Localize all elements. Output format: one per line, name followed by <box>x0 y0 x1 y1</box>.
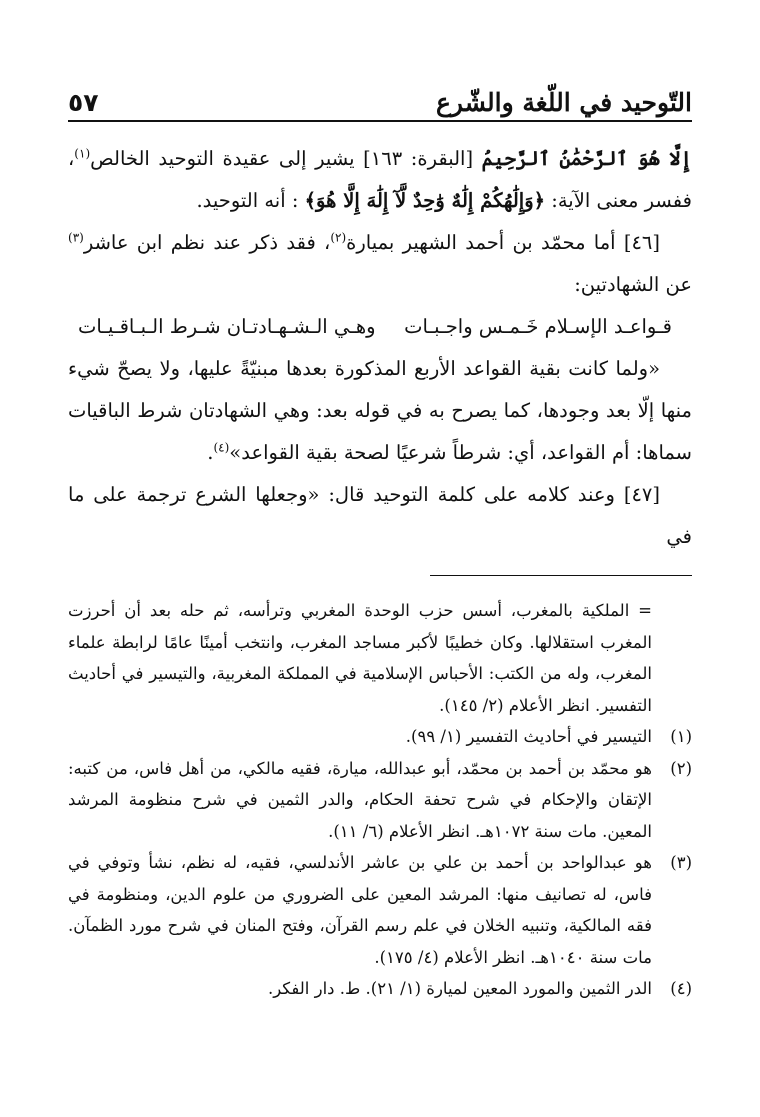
footnote-number: (٤) <box>670 979 692 998</box>
footnote-4 <box>68 973 692 1005</box>
paragraph-3-text: «ولما كانت بقية القواعد الأربع المذكورة بعدها مبنيّةً عليها، ولا يصحّ شيء منها إلّا بعد وجودها، كما يصرح به في قوله بعد: وهي الشهادتان شرط الباقيات سماها: أم القواعد، أي: شرطاً شرعيًا لصحة بقية القواعد» <box>68 357 692 464</box>
poem-verse <box>68 306 692 348</box>
paragraph-4 <box>68 474 692 558</box>
footnote-2 <box>68 753 692 848</box>
footnote-ref-4[interactable]: (٤) <box>213 440 230 455</box>
paragraph-1-end: : أنه التوحيد. <box>196 189 299 212</box>
page-number: ٥٧ <box>68 88 99 117</box>
quran-verse-2: ﴿وَإِلَٰهُكُمْ إِلَٰهٌ وَٰحِدٌ لَّآ إِلَٰهَ إِلَّا هُوَ﴾ <box>304 189 546 212</box>
footnotes <box>68 595 692 1005</box>
verse-first-hemistich: قـواعـد الإسـلام خَـمـس واجـبـات <box>404 315 672 338</box>
paragraph-1-mid: ، ففسر معنى الآية: <box>68 147 692 212</box>
footnote-continuation: = الملكية بالمغرب، أسس حزب الوحدة المغربي وترأسه، ثم حله بعد أن أحرزت المغرب استقلالها. وكان خطيبًا لأكبر مساجد المغرب، وانتخب أمينًا عامًا لرابطة علماء المغرب، وله من الكتب: الأحباس الإسلامية في المملكة المغربية، والتيسير في أحاديث التفسير. انظر الأعلام (٢/ ١٤٥). <box>68 601 652 715</box>
paragraph-2-start: [٤٦] أما محمّد بن أحمد الشهير بميارة <box>346 231 660 254</box>
paragraph-1 <box>68 138 692 222</box>
page-header <box>68 78 692 122</box>
paragraph-2 <box>68 222 692 306</box>
footnote-number: (٢) <box>670 758 692 778</box>
quran-verse-1: إِلَّا هُوَ ٱلرَّحْمَٰنُ ٱلرَّحِيمُ <box>481 147 692 170</box>
footnote-text: التيسير في أحاديث التفسير (١/ ٩٩). <box>405 727 652 746</box>
footnote-text: هو عبدالواحد بن أحمد بن علي بن عاشر الأندلسي، فقيه، له نظم، نشأ وتوفي في فاس، له تصانيف منها: المرشد المعين على الضروري من علوم الدين، ومنظومة في فقه المالكية، وتنبيه الخلان في علم رسم القرآن، وفتح المنان في شرح مورد الظمآن. مات سنة ١٠٤٠هـ. انظر الأعلام (٤/ ١٧٥). <box>68 853 652 967</box>
verse-second-hemistich: وهـي الـشـهـادتـان شـرط الـبـاقـيـات <box>78 315 376 338</box>
footnote-ref-3[interactable]: (٣) <box>68 230 84 245</box>
footnote-ref-2[interactable]: (٢) <box>330 230 347 245</box>
paragraph-2-mid: ، فقد ذكر عند نظم ابن عاشر <box>83 231 331 254</box>
footnote-divider <box>430 575 692 576</box>
footnote-number: (٣) <box>670 853 692 872</box>
footnote-3 <box>68 847 692 973</box>
running-title: التّوحيد في اللّغة والشّرع <box>436 88 692 117</box>
footnote-1 <box>68 721 692 753</box>
surah-reference: [البقرة: ١٦٣] يشير إلى عقيدة التوحيد الخالص <box>90 147 482 170</box>
paragraph-3-end: . <box>207 441 214 464</box>
footnote-text: هو محمّد بن أحمد بن محمّد، أبو عبدالله، ميارة، فقيه مالكي، من أهل فاس، من كتبه: الإتقان والإحكام في شرح تحفة الحكام، والدر الثمين في شرح منظومة المرشد المعين. مات سنة ١٠٧٢هـ. انظر الأعلام (٦/ ١١). <box>68 758 652 841</box>
footnote-text: الدر الثمين والمورد المعين لميارة (١/ ٢١). ط. دار الفكر. <box>267 979 652 998</box>
paragraph-3 <box>68 348 692 474</box>
paragraph-4-text: [٤٧] وعند كلامه على كلمة التوحيد قال: «وجعلها الشرع ترجمة على ما في <box>68 483 692 548</box>
main-text <box>68 138 692 558</box>
paragraph-2-end: عن الشهادتين: <box>574 273 692 296</box>
footnote-number: (١) <box>670 727 692 746</box>
footnote-ref-1[interactable]: (١) <box>74 146 91 161</box>
